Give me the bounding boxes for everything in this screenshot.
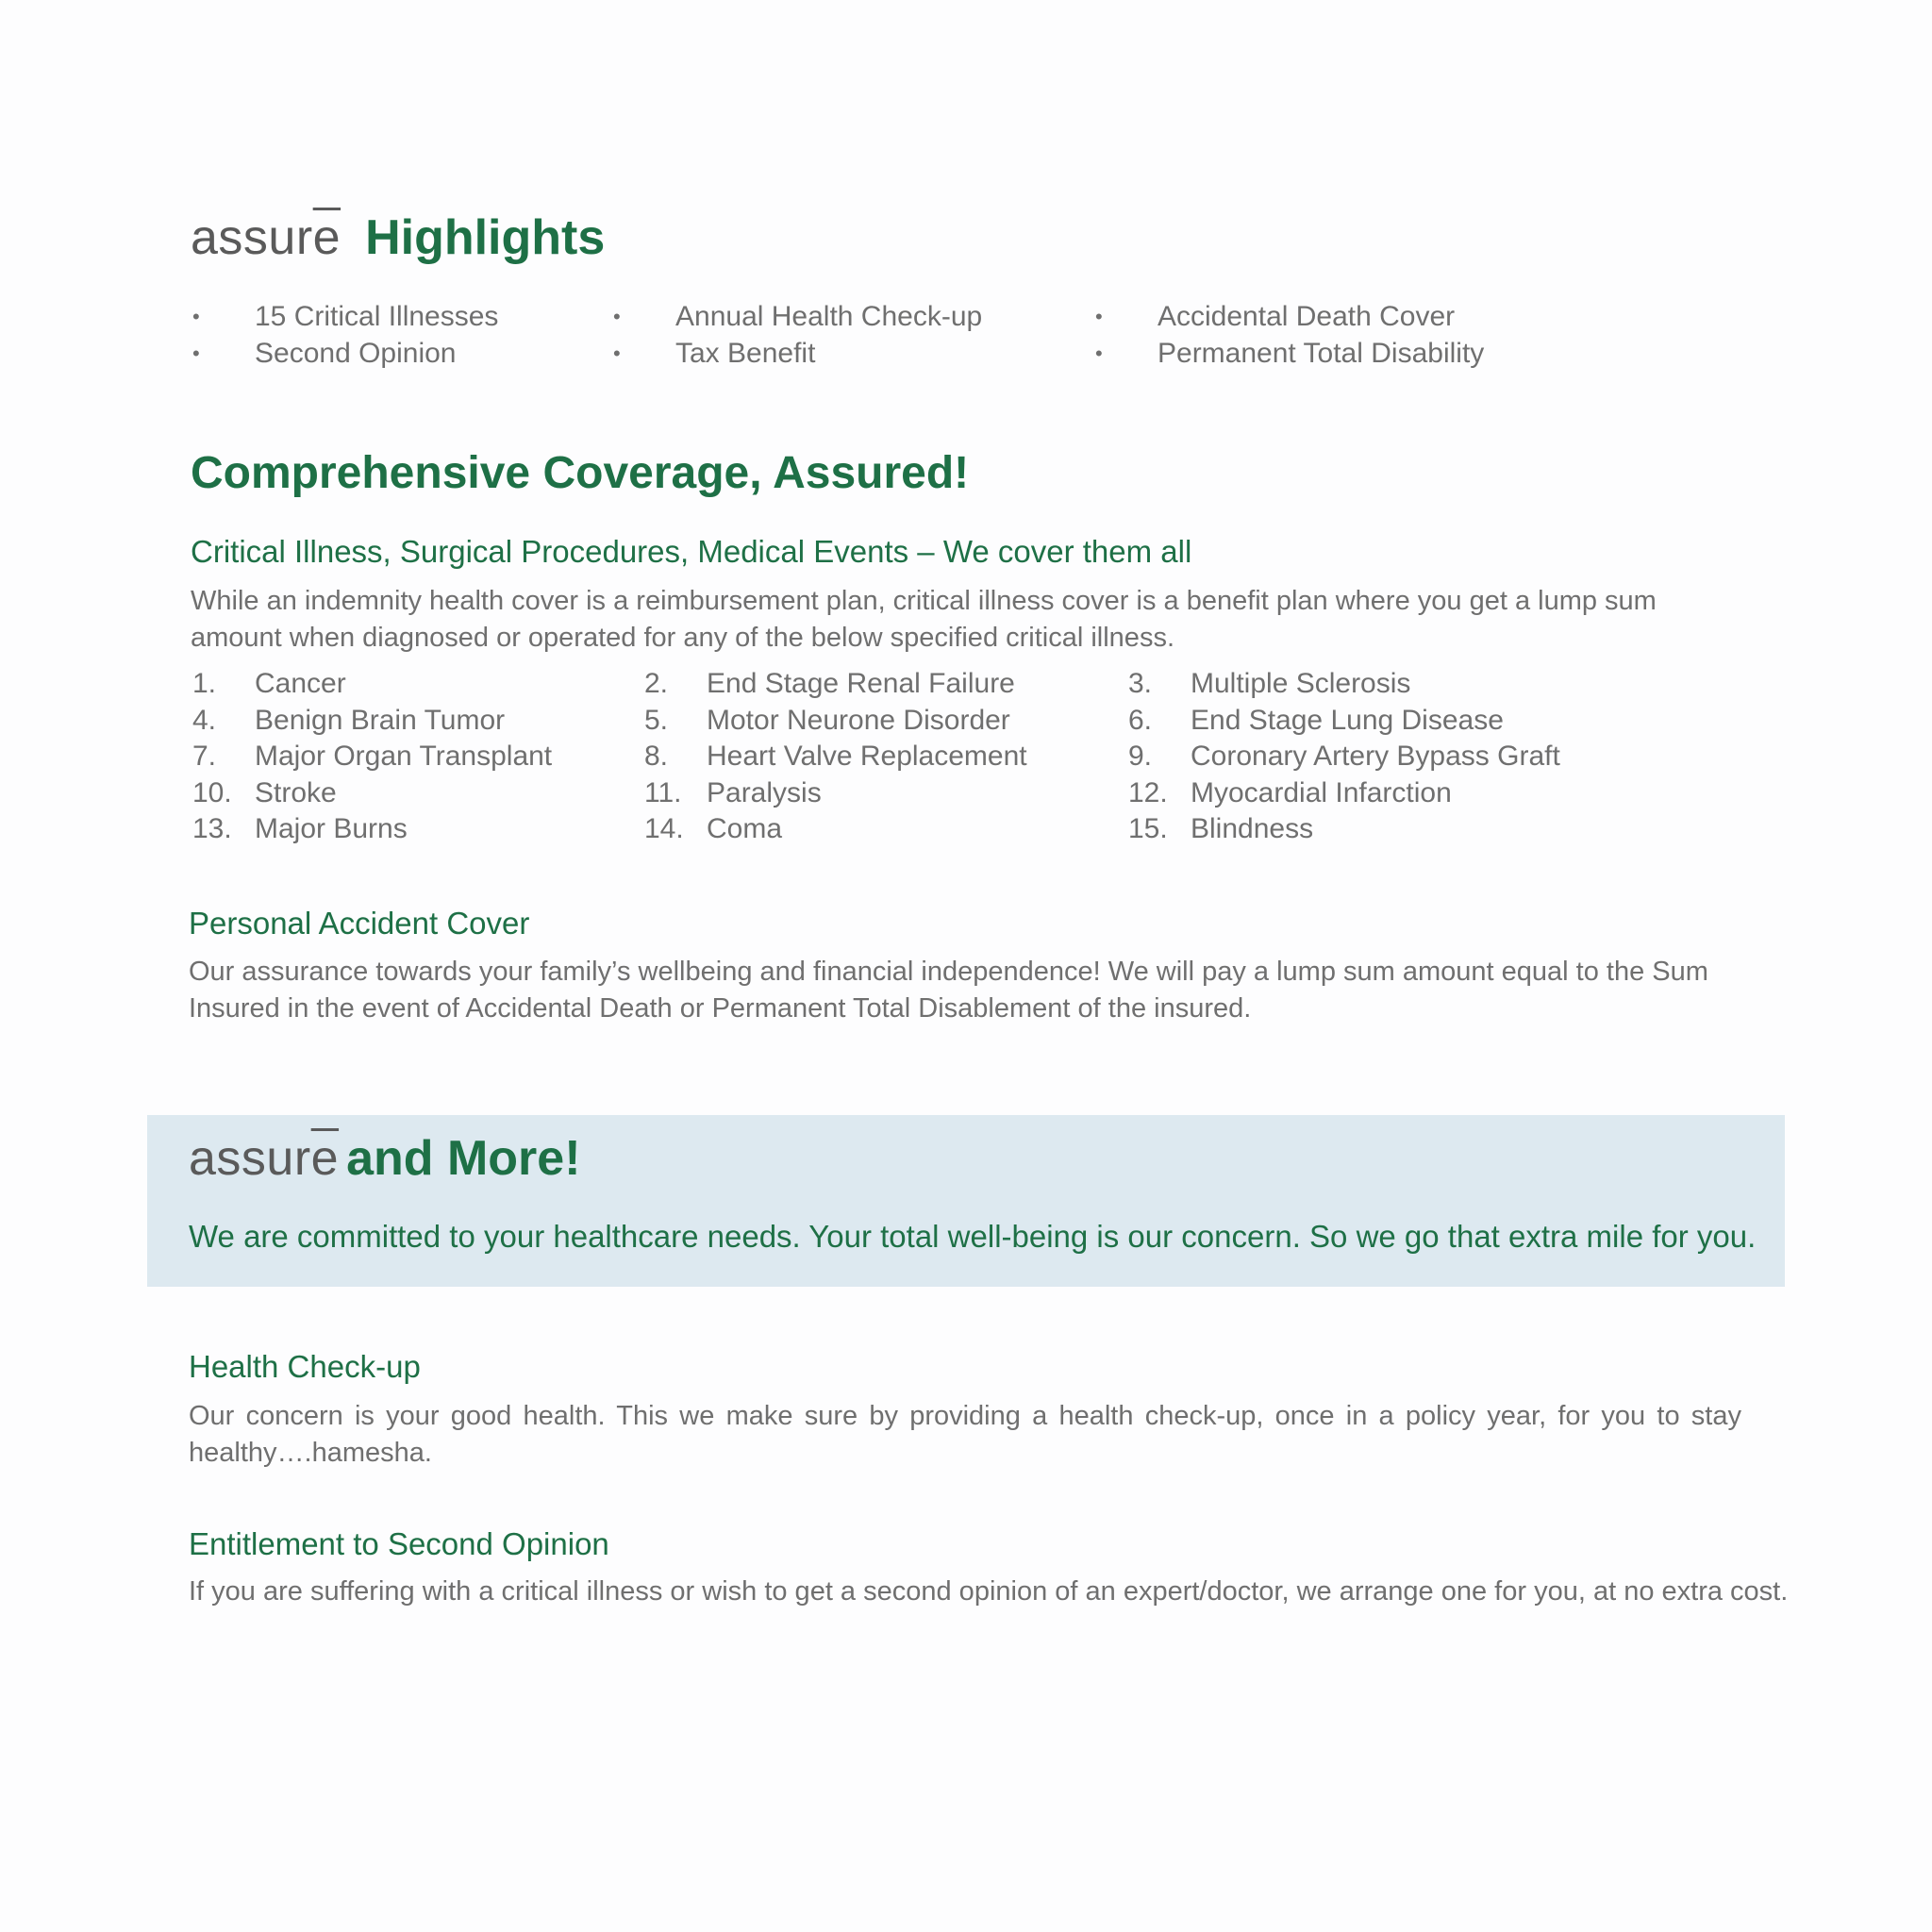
more-title: and More! (346, 1131, 581, 1186)
list-item: 3. Multiple Sclerosis (1128, 668, 1411, 699)
bullet: • (613, 305, 621, 328)
personal-accident-paragraph: Our assurance towards your family’s wellbeing and financial independence! We will pay a lump sum amount equal to the Sum Insured in the event of Accidental Death or Permanent Total Disablement of the insured. (189, 957, 1708, 1024)
personal-accident-title: Personal Accident Cover (189, 906, 530, 941)
second-opinion-title: Entitlement to Second Opinion (189, 1526, 609, 1561)
list-item: 9. Coronary Artery Bypass Graft (1128, 741, 1560, 773)
highlight-item: 15 Critical Illnesses (255, 301, 499, 332)
coverage-subtitle: Critical Illness, Surgical Procedures, Medical Events – We cover them all (191, 534, 1192, 569)
bullet: • (192, 305, 200, 328)
illness-column-3 (1128, 666, 1560, 848)
list-item (613, 335, 982, 372)
list-item (613, 298, 982, 335)
list-item (192, 298, 498, 335)
second-opinion-paragraph: If you are suffering with a critical illness or wish to get a second opinion of an expert/doctor, we arrange one for you, at no extra cost. (189, 1576, 1789, 1607)
list-item: 6. End Stage Lung Disease (1128, 704, 1504, 736)
list-item: 14. Coma (644, 813, 783, 845)
highlight-item: Annual Health Check-up (675, 301, 983, 332)
list-item: 13. Major Burns (192, 813, 408, 845)
health-checkup-paragraph: Our concern is your good health. This we make sure by providing a health check-up, once in a policy year, for you to stay healthy….hamesha. (189, 1401, 1741, 1468)
highlight-item: Permanent Total Disability (1158, 338, 1485, 369)
list-item: 8. Heart Valve Replacement (644, 741, 1027, 773)
assure-logo: $assur\overline{e}$ (189, 1131, 340, 1186)
highlight-item: Second Opinion (255, 338, 457, 369)
illness-column-2 (644, 666, 1027, 848)
highlight-item: Tax Benefit (675, 338, 816, 369)
coverage-paragraph: While an indemnity health cover is a reimbursement plan, critical illness cover is a benefit plan where you get a lump sum amount when diagnosed or operated for any of the below specified critical illness. (191, 586, 1657, 653)
bullet: • (1095, 305, 1103, 328)
list-item: 1. Cancer (192, 668, 346, 699)
list-item (1095, 335, 1484, 372)
list-item: 12. Myocardial Infarction (1128, 776, 1452, 808)
bullet: • (613, 341, 621, 365)
list-item: 11. Paralysis (644, 776, 822, 808)
list-item: 7. Major Organ Transplant (192, 741, 553, 773)
highlights-heading (191, 209, 605, 266)
list-item (1095, 298, 1484, 335)
assure-logo: $assur\overline{e}$ (191, 210, 341, 265)
list-item: 5. Motor Neurone Disorder (644, 704, 1010, 736)
more-heading (189, 1130, 581, 1187)
highlights-column-1 (192, 298, 498, 372)
coverage-title: Comprehensive Coverage, Assured! (191, 448, 970, 498)
highlights-column-2 (613, 298, 982, 372)
health-checkup-title: Health Check-up (189, 1349, 421, 1384)
list-item: 15. Blindness (1128, 813, 1314, 845)
bullet: • (192, 341, 200, 365)
list-item (192, 335, 498, 372)
highlights-title: Highlights (365, 210, 606, 265)
highlight-item: Accidental Death Cover (1158, 301, 1456, 332)
list-item: 4. Benign Brain Tumor (192, 704, 506, 736)
more-text: We are committed to your healthcare needs. Your total well-being is our concern. So we go that extra mile for you. (189, 1219, 1757, 1254)
list-item: 2. End Stage Renal Failure (644, 668, 1015, 699)
illness-column-1 (192, 666, 552, 848)
highlights-column-3 (1095, 298, 1484, 372)
bullet: • (1095, 341, 1103, 365)
list-item: 10. Stroke (192, 776, 337, 808)
